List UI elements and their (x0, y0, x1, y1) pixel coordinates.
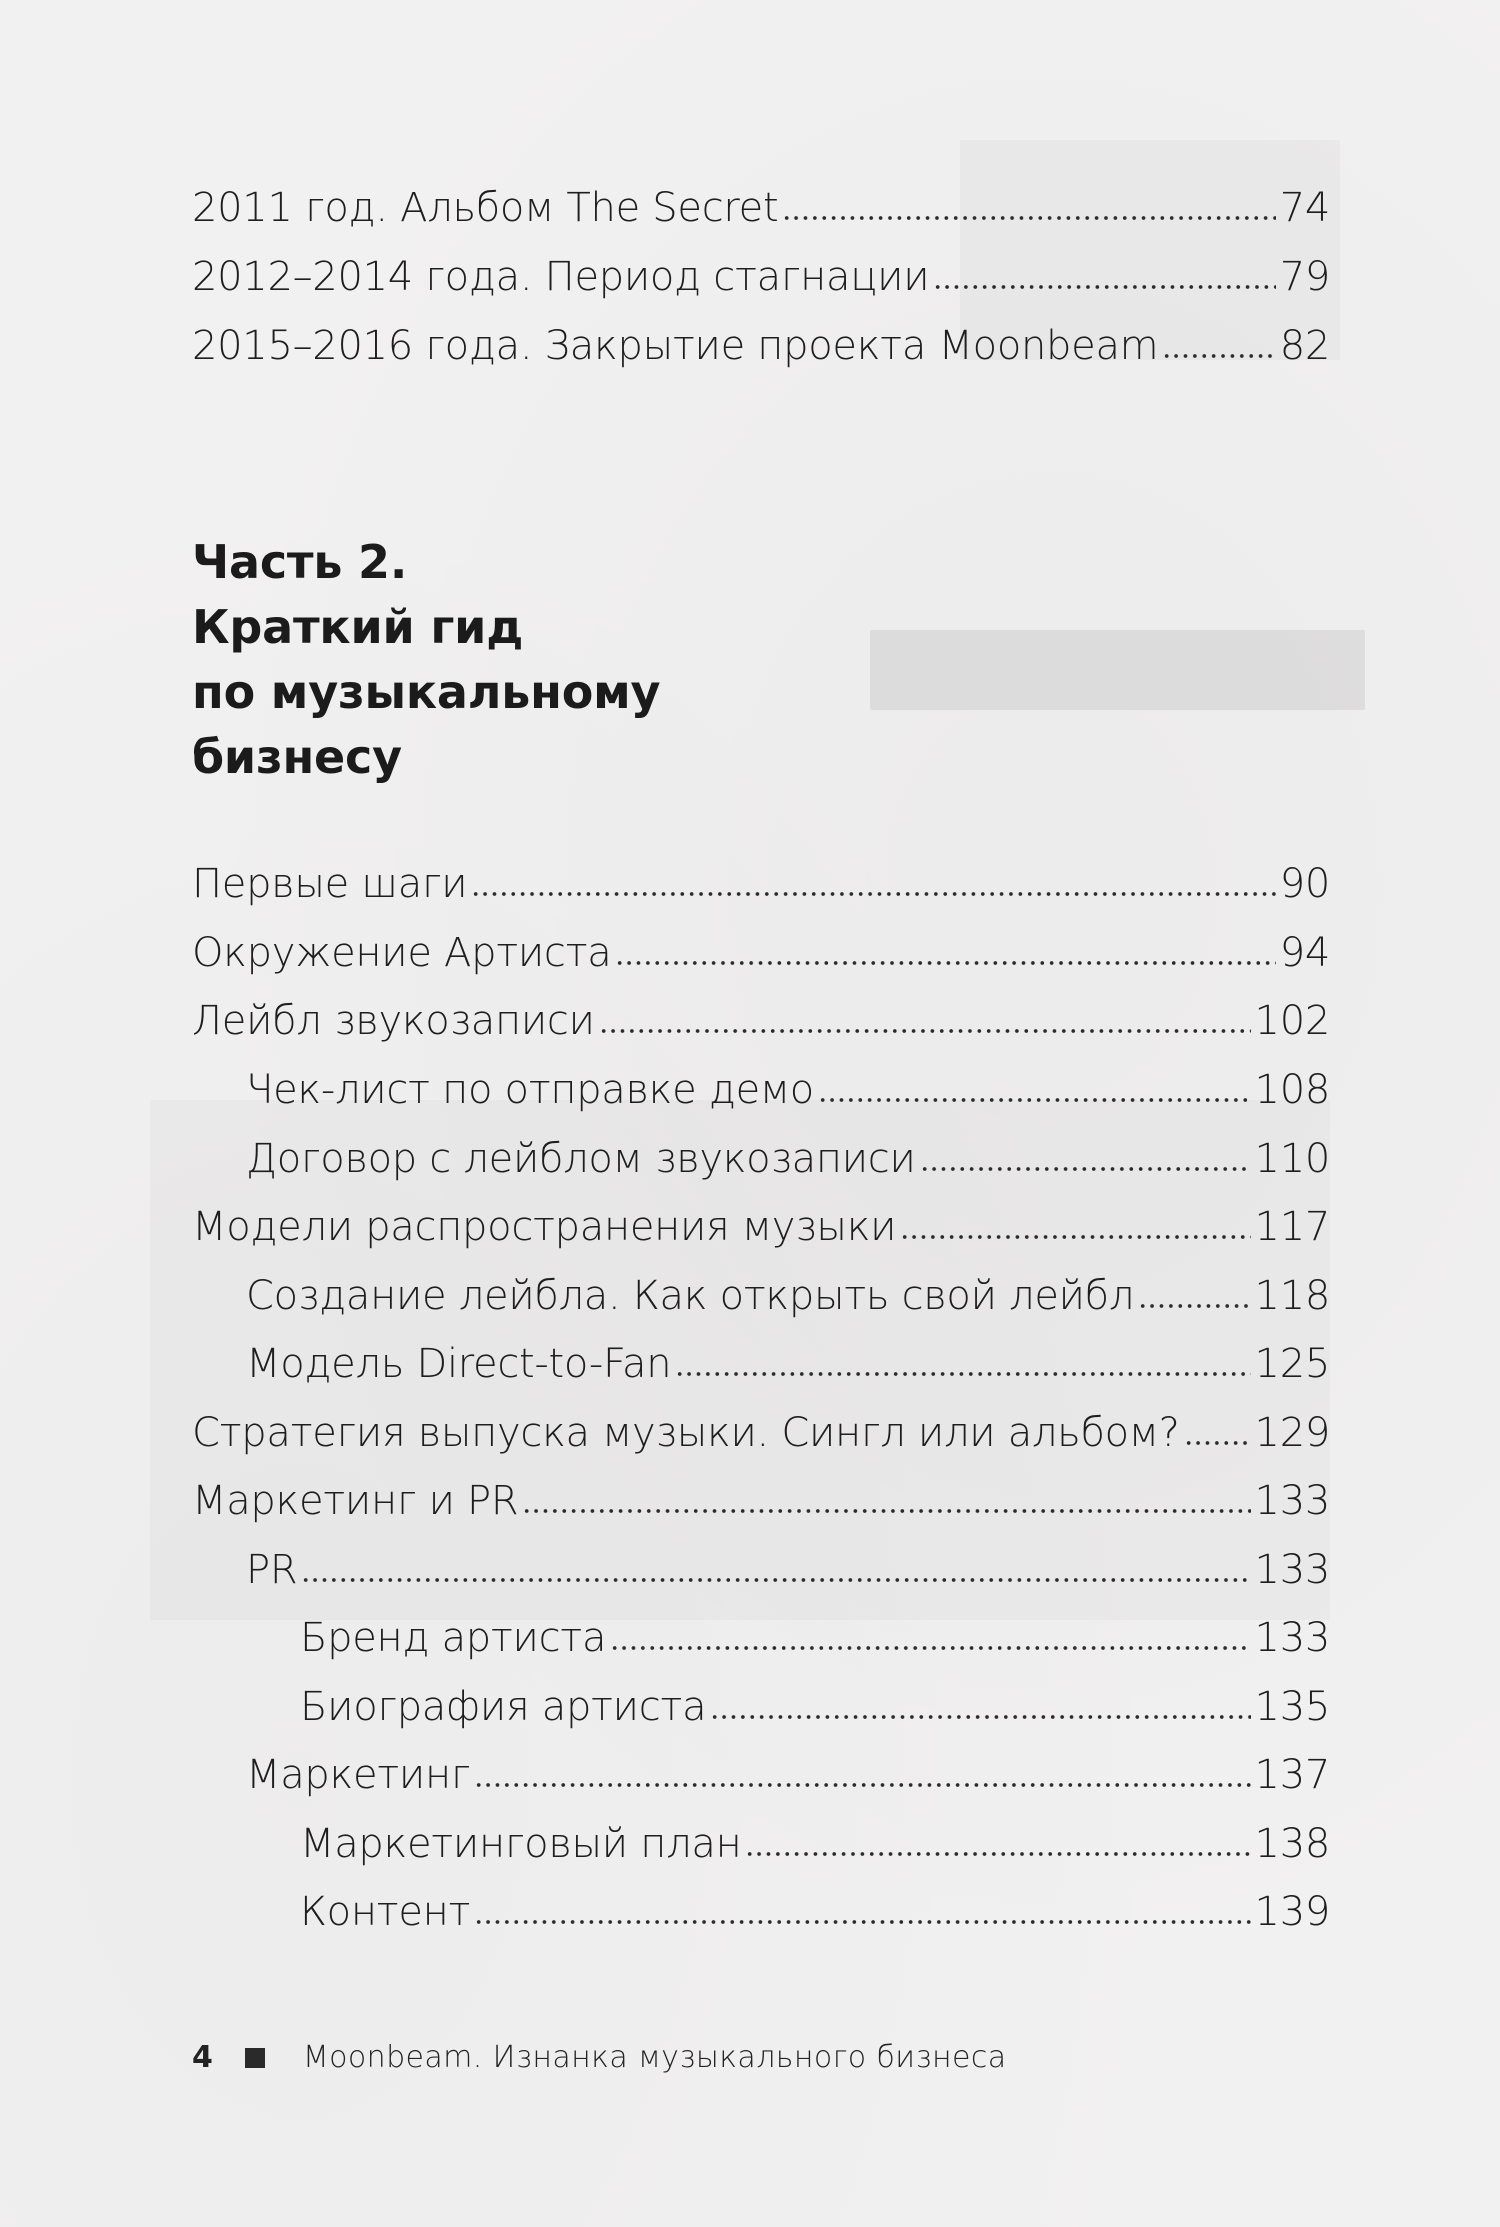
toc-entry-page: 133 (1254, 1547, 1330, 1593)
toc-entry-page: 138 (1254, 1821, 1330, 1867)
toc-entry (192, 930, 1330, 985)
leader-dots (782, 211, 1275, 221)
section-heading-line: Часть 2. (192, 535, 408, 589)
toc-entry-title: Лейбл звукозаписи (192, 998, 595, 1044)
section-heading (192, 530, 892, 790)
toc-entry-title: Стратегия выпуска музыки. Сингл или альбом? (192, 1410, 1180, 1456)
toc-entry-title: Окружение Артиста (192, 930, 612, 976)
toc-entry (246, 1273, 1330, 1328)
leader-dots (745, 1847, 1250, 1857)
leader-dots (710, 1710, 1250, 1720)
toc-entry-page: 129 (1254, 1410, 1330, 1456)
toc-entry (246, 1136, 1330, 1191)
toc-entry (246, 1067, 1330, 1122)
toc-entry-page: 118 (1254, 1273, 1330, 1319)
toc-entry-page: 135 (1254, 1684, 1330, 1730)
toc-entry (246, 1341, 1330, 1396)
toc-entry-title: 2015–2016 года. Закрытие проекта Moonbeam (192, 323, 1159, 369)
toc-entry-page: 110 (1254, 1136, 1330, 1182)
page-footer (192, 2040, 1007, 2075)
leader-dots (1138, 1299, 1250, 1309)
toc-entry (192, 1478, 1330, 1533)
leader-dots (474, 1915, 1250, 1925)
toc-entry-page: 133 (1254, 1478, 1330, 1524)
toc-entry (192, 861, 1330, 916)
toc-entry-page: 133 (1254, 1615, 1330, 1661)
leader-dots (920, 1162, 1251, 1172)
toc-entry-title: Биография артиста (300, 1684, 707, 1730)
toc-entry-title: Создание лейбла. Как открыть свой лейбл (246, 1273, 1135, 1319)
toc-entry-page: 102 (1254, 998, 1330, 1044)
toc-entry-title: Маркетинг и PR (192, 1478, 519, 1524)
toc-entry-page: 74 (1279, 185, 1330, 231)
leader-dots (471, 887, 1275, 897)
toc-entry-page: 137 (1254, 1752, 1330, 1798)
leader-dots (522, 1504, 1250, 1514)
toc-entry (192, 254, 1330, 309)
leader-dots (1162, 349, 1275, 359)
leader-dots (474, 1778, 1250, 1788)
toc-entry (192, 1204, 1330, 1259)
toc-entry (192, 185, 1330, 240)
toc-entry-title: Маркетинг (246, 1752, 471, 1798)
toc-entry (300, 1684, 1330, 1739)
toc-entry (300, 1615, 1330, 1670)
toc-entry-page: 139 (1254, 1889, 1330, 1935)
toc-entry-title: PR (246, 1547, 298, 1593)
toc-entry-title: Бренд артиста (300, 1615, 607, 1661)
toc-entry (192, 998, 1330, 1053)
toc-entry-title: Маркетинговый план (300, 1821, 742, 1867)
show-through-block (870, 630, 1365, 710)
section-heading-line: Краткий гид (192, 600, 524, 654)
leader-dots (818, 1093, 1251, 1103)
leader-dots (301, 1573, 1250, 1583)
toc-entry-title: Чек-лист по отправке демо (246, 1067, 814, 1113)
toc-entry-title: 2011 год. Альбом The Secret (192, 185, 779, 231)
toc-entry (300, 1821, 1330, 1876)
toc-entry-title: 2012–2014 года. Период стагнации (192, 254, 930, 300)
toc-entry (246, 1752, 1330, 1807)
leader-dots (615, 956, 1275, 966)
toc-entry-page: 125 (1254, 1341, 1330, 1387)
toc-entry-title: Контент (300, 1889, 471, 1935)
running-title: Moonbeam. Изнанка музыкального бизнеса (302, 2040, 1007, 2075)
leader-dots (675, 1367, 1250, 1377)
leader-dots (610, 1641, 1250, 1651)
toc-entry-title: Модели распространения музыки (192, 1204, 897, 1250)
toc-entry-page: 79 (1279, 254, 1330, 300)
toc-entry (300, 1889, 1330, 1944)
section-heading-line: бизнесу (192, 730, 402, 784)
toc-entry (192, 323, 1330, 378)
leader-dots (1184, 1436, 1251, 1446)
toc-entry-page: 82 (1279, 323, 1330, 369)
leader-dots (900, 1230, 1250, 1240)
leader-dots (933, 280, 1275, 290)
toc-entry-title: Договор с лейблом звукозаписи (246, 1136, 916, 1182)
toc-entry-title: Модель Direct-to-Fan (246, 1341, 672, 1387)
toc-entry (246, 1547, 1330, 1602)
page-number: 4 (192, 2040, 213, 2075)
square-bullet-icon (245, 2048, 265, 2068)
section-heading-line: по музыкальному (192, 665, 661, 719)
leader-dots (599, 1024, 1251, 1034)
toc-entry-page: 90 (1279, 861, 1330, 907)
toc-entry (192, 1410, 1330, 1465)
toc-entry-page: 117 (1254, 1204, 1330, 1250)
toc-entry-page: 108 (1254, 1067, 1330, 1113)
toc-entry-page: 94 (1279, 930, 1330, 976)
toc-entry-title: Первые шаги (192, 861, 468, 907)
